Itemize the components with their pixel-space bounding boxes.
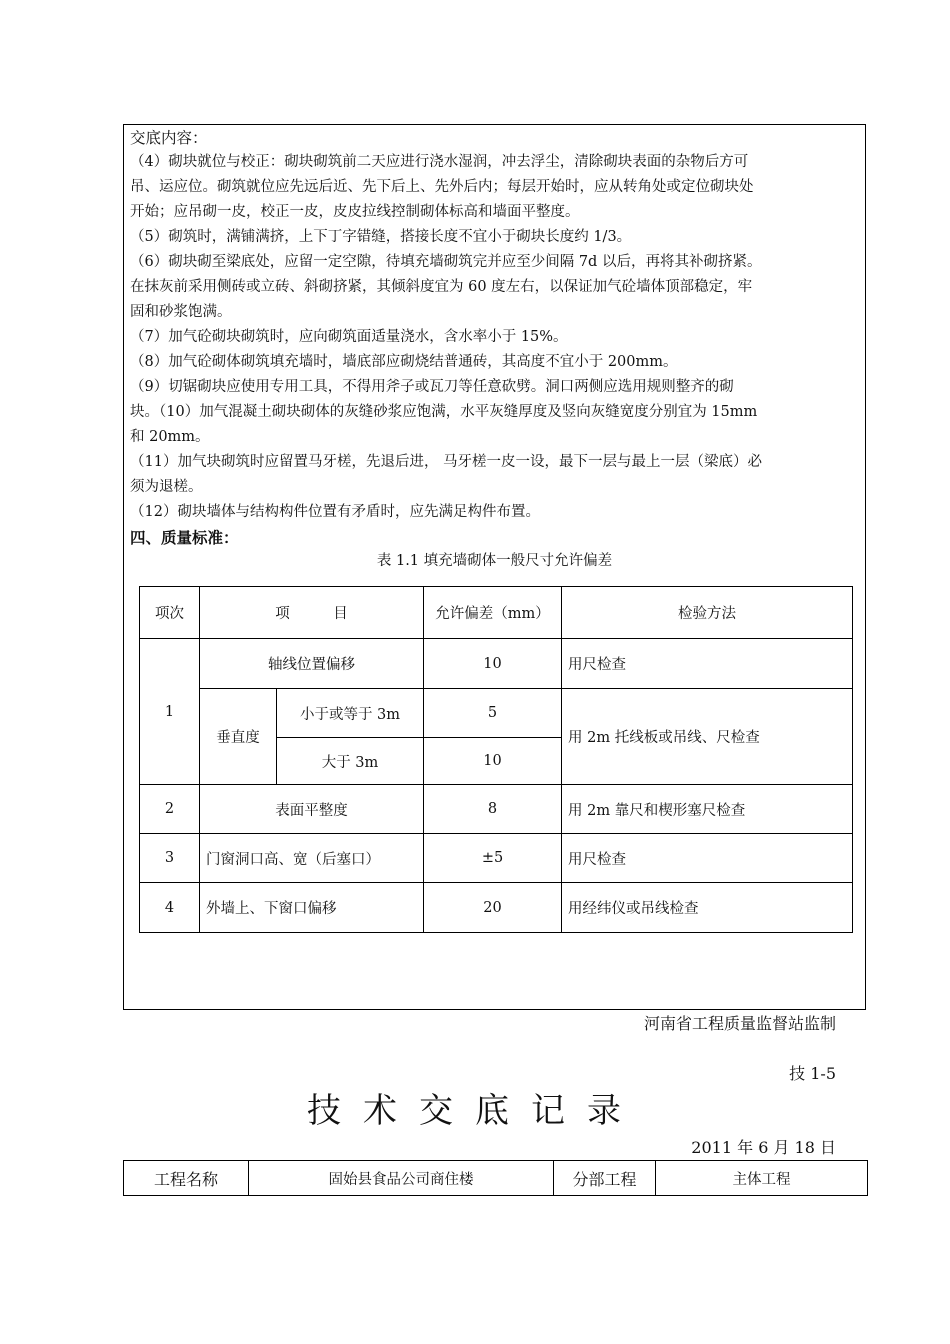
paragraph-line: 开始；应吊砌一皮，校正一皮，皮皮拉线控制砌体标高和墙面平整度。	[130, 204, 580, 220]
row-tolerance: 5	[424, 689, 562, 738]
paragraph-line: 须为退槎。	[130, 479, 203, 495]
row-no: 4	[140, 883, 200, 933]
record-date: 2011 年 6 月 18 日	[691, 1138, 836, 1157]
record-header-table	[123, 1160, 868, 1196]
header-item: 项 目	[200, 587, 424, 639]
row-item: 门窗洞口高、宽（后塞口）	[200, 834, 424, 883]
paragraph-line: （5）砌筑时，满铺满挤，上下丁字错缝，搭接长度不宜小于砌块长度约 1/3。	[130, 229, 632, 245]
paragraph-line: （7）加气砼砌块砌筑时，应向砌筑面适量浇水，含水率小于 15%。	[130, 329, 568, 345]
table-row	[140, 834, 853, 883]
table-row	[140, 689, 853, 738]
row-method: 用 2m 靠尺和楔形塞尺检查	[562, 785, 853, 834]
section-title-quality-standard: 四、质量标准：	[130, 528, 239, 547]
paragraph-line: 和 20mm。	[130, 429, 210, 445]
row-tolerance: 8	[424, 785, 562, 834]
paragraph-line: （12）砌块墙体与结构构件位置有矛盾时，应先满足构件布置。	[130, 504, 540, 520]
row-method: 用尺检查	[562, 639, 853, 689]
row-no: 2	[140, 785, 200, 834]
header-tolerance: 允许偏差（mm）	[424, 587, 562, 639]
row-tolerance: ±5	[424, 834, 562, 883]
row-item: 外墙上、下窗口偏移	[200, 883, 424, 933]
division-label: 分部工程	[554, 1161, 656, 1196]
table-header-row	[140, 587, 853, 639]
paragraph-line: （4）砌块就位与校正：砌块砌筑前二天应进行浇水湿润，冲去浮尘，清除砌块表面的杂物后方可	[130, 154, 749, 170]
row-subitem: 小于或等于 3m	[277, 689, 424, 738]
header-no: 项次	[140, 587, 200, 639]
table-row	[140, 883, 853, 933]
row-item: 表面平整度	[200, 785, 424, 834]
tolerance-table	[139, 586, 853, 933]
paragraph-line: （8）加气砼砌体砌筑填充墙时，墙底部应砌烧结普通砖，其高度不宜小于 200mm。	[130, 354, 678, 370]
project-name-value: 固始县食品公司商住楼	[249, 1161, 554, 1196]
record-title: 技术交底记录	[307, 1091, 643, 1131]
row-subitem: 大于 3m	[277, 738, 424, 785]
header-method: 检验方法	[562, 587, 853, 639]
table-row	[140, 639, 853, 689]
paragraph-line: （6）砌块砌至梁底处，应留一定空隙，待填充墙砌筑完并应至少间隔 7d 以后，再将其补砌挤紧。	[130, 254, 762, 270]
row-tolerance: 10	[424, 639, 562, 689]
paragraph-line: （11）加气块砌筑时应留置马牙槎，先退后进， 马牙槎一皮一设，最下一层与最上一层（梁底）必	[130, 454, 763, 470]
row-item-verticality: 垂直度	[200, 689, 277, 785]
project-name-label: 工程名称	[124, 1161, 249, 1196]
row-method: 用尺检查	[562, 834, 853, 883]
paragraph-line: 块。（10）加气混凝土砌块砌体的灰缝砂浆应饱满，水平灰缝厚度及竖向灰缝宽度分别宜为 15mm	[130, 404, 758, 420]
row-method: 用经纬仪或吊线检查	[562, 883, 853, 933]
table-row	[140, 785, 853, 834]
row-method: 用 2m 托线板或吊线、尺检查	[562, 689, 853, 785]
row-tolerance: 10	[424, 738, 562, 785]
paragraph-line: 吊、运应位。砌筑就位应先远后近、先下后上、先外后内；每层开始时，应从转角处或定位砌块处	[130, 179, 754, 195]
row-no: 3	[140, 834, 200, 883]
table-caption: 表 1.1 填充墙砌体一般尺寸允许偏差	[376, 553, 613, 569]
paragraph-line: 在抹灰前采用侧砖或立砖、斜砌挤紧，其倾斜度宜为 60 度左右，以保证加气砼墙体顶部稳定，牢	[130, 279, 753, 295]
form-code: 技 1-5	[789, 1064, 836, 1083]
supervisor-note: 河南省工程质量监督站监制	[643, 1014, 836, 1033]
row-tolerance: 20	[424, 883, 562, 933]
paragraph-line: （9）切锯砌块应使用专用工具，不得用斧子或瓦刀等任意砍劈。洞口两侧应选用规则整齐的砌	[130, 379, 734, 395]
row-no: 1	[140, 639, 200, 785]
content-label: 交底内容：	[130, 129, 208, 147]
row-item: 轴线位置偏移	[200, 639, 424, 689]
division-value: 主体工程	[656, 1161, 868, 1196]
paragraph-line: 固和砂浆饱满。	[130, 304, 232, 320]
